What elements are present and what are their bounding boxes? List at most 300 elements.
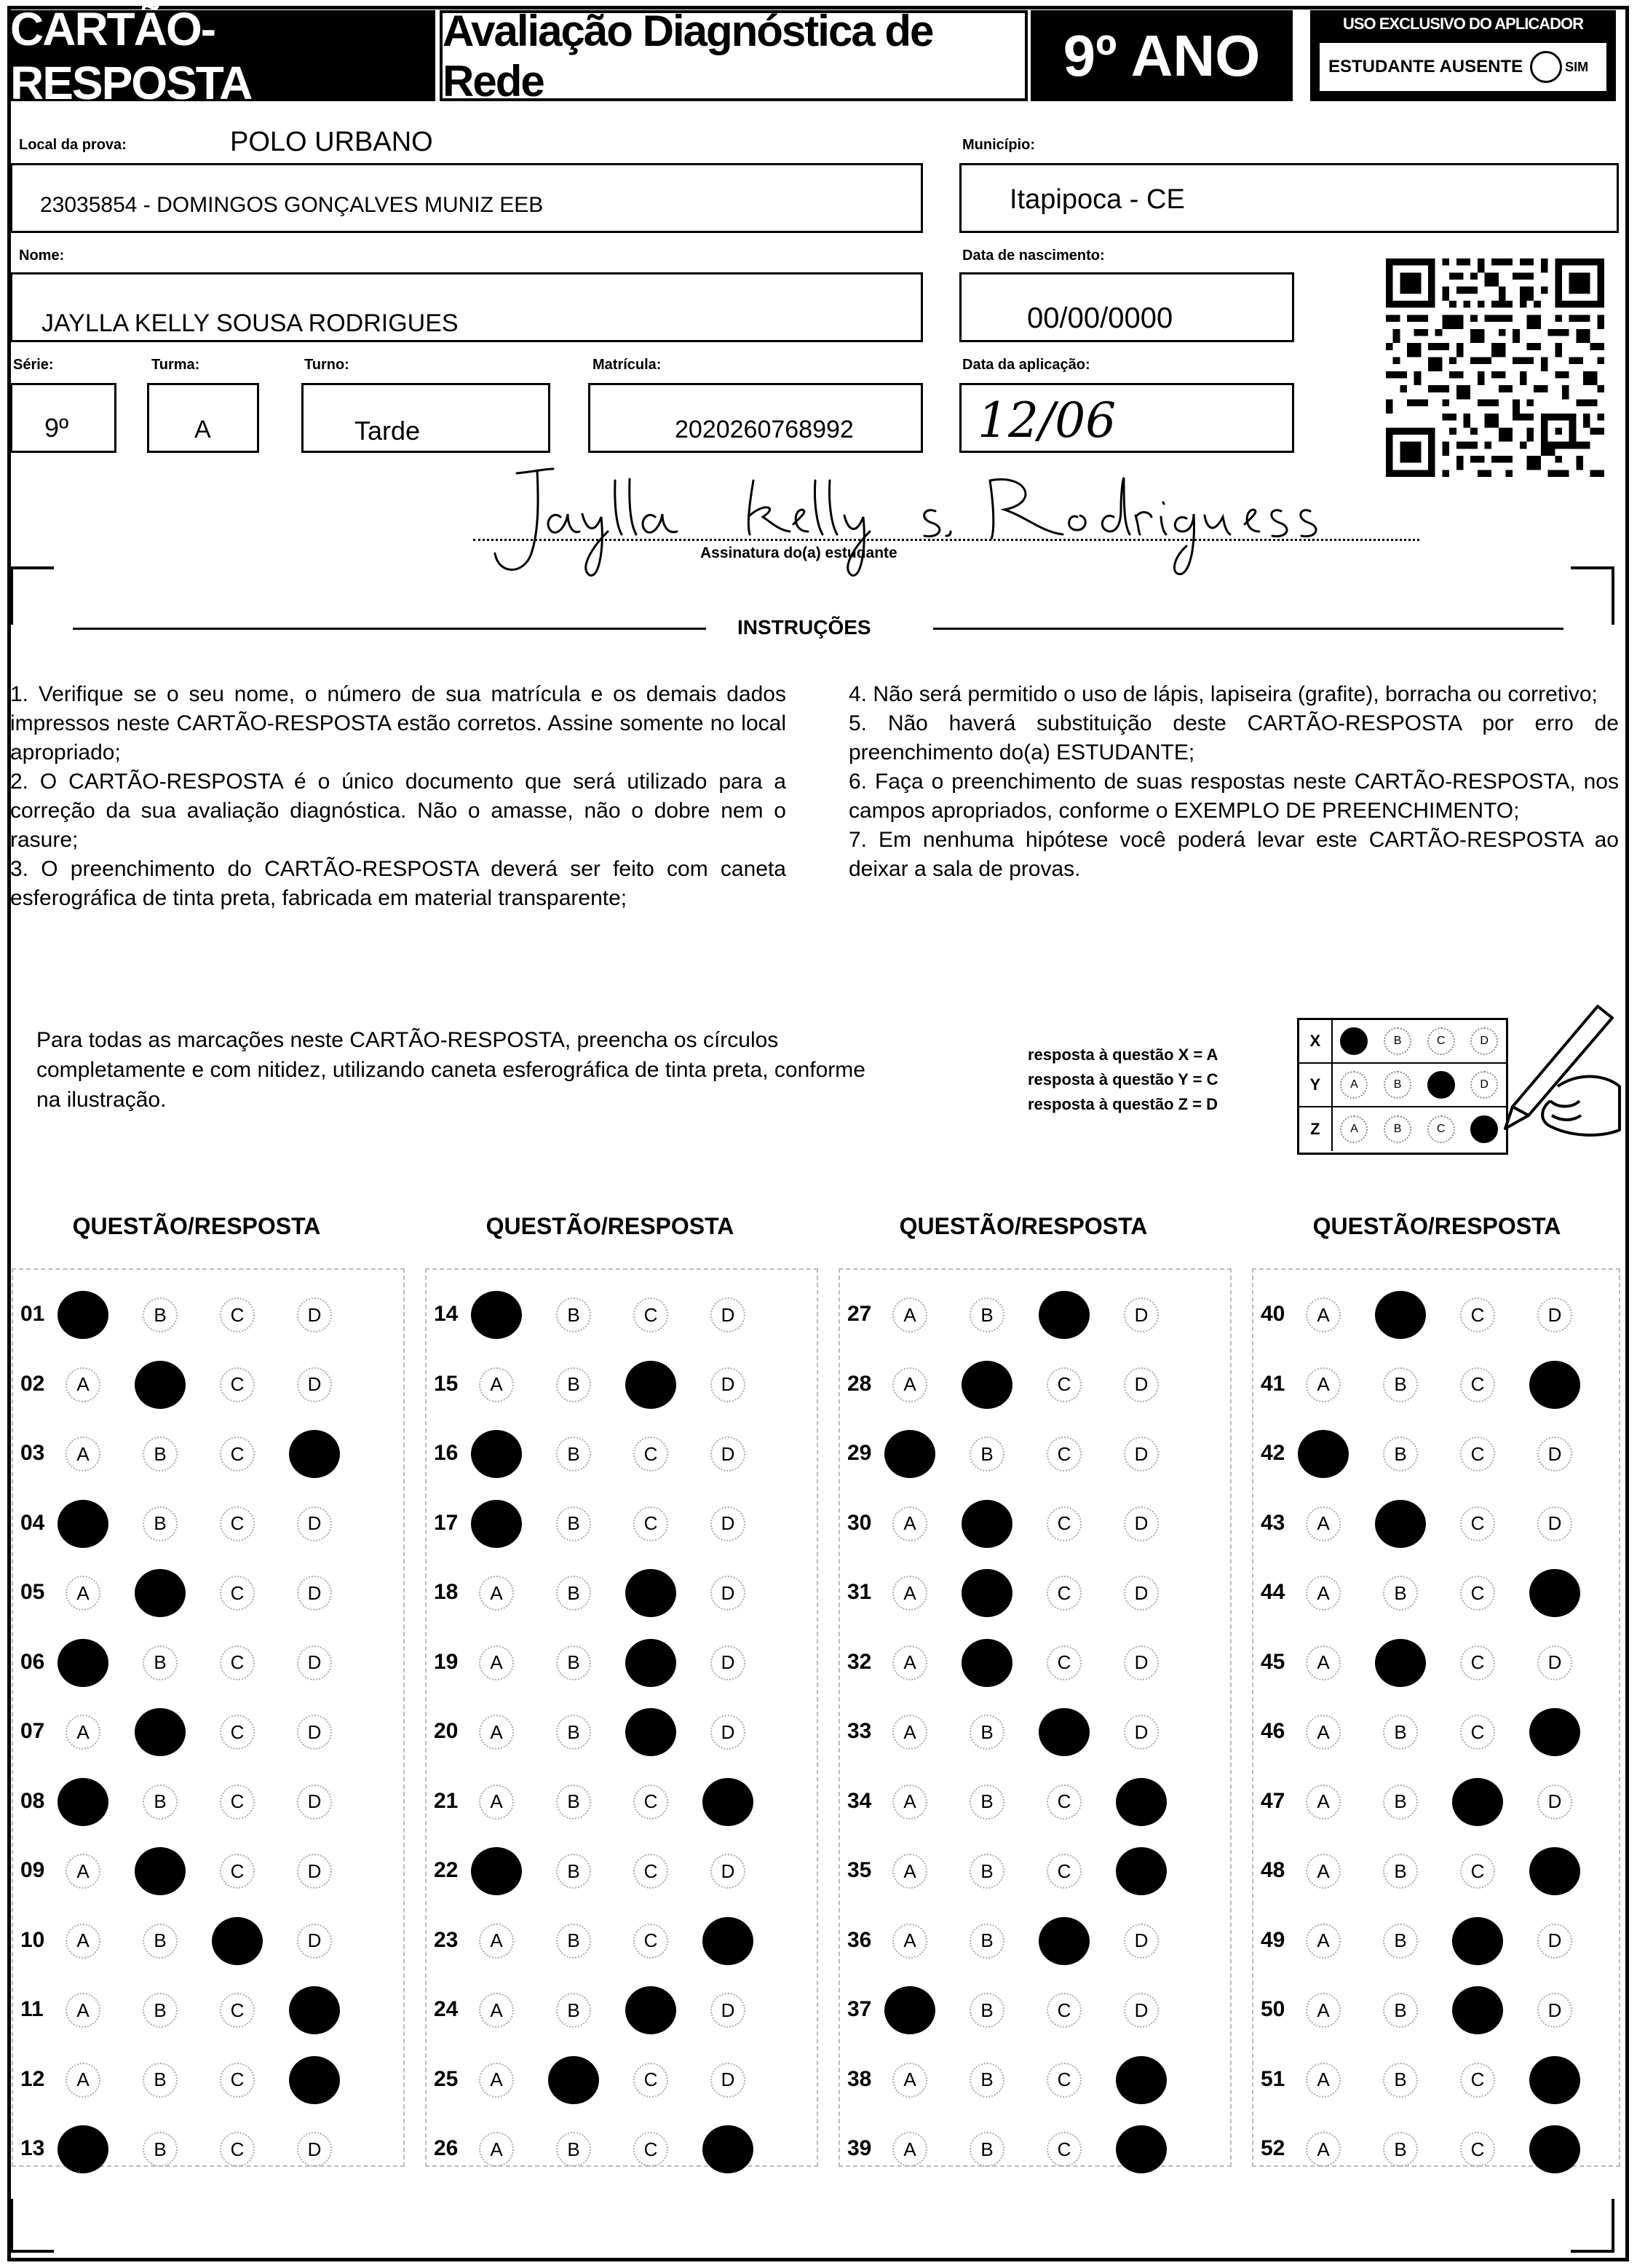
- question-number: 24: [434, 1997, 459, 2021]
- answer-bubble[interactable]: [970, 1297, 1004, 1332]
- answer-bubble[interactable]: [710, 1993, 745, 2028]
- option-letter: B: [980, 2069, 994, 2090]
- answer-bubble[interactable]: [1383, 1437, 1418, 1471]
- answer-bubble[interactable]: [970, 1437, 1004, 1471]
- option-letter: C: [643, 1303, 658, 1326]
- answer-bubble[interactable]: [220, 1645, 255, 1680]
- option-letter: A: [903, 1860, 916, 1882]
- answer-bubble-filled[interactable]: [1529, 2056, 1580, 2104]
- question-row: [840, 1710, 1233, 1754]
- answer-bubble-filled[interactable]: [135, 1569, 186, 1617]
- answer-bubble[interactable]: [1124, 1715, 1159, 1750]
- answer-bubble[interactable]: [892, 1645, 927, 1680]
- question-number: 21: [434, 1788, 459, 1813]
- answer-bubble[interactable]: [143, 1785, 178, 1819]
- answer-bubble[interactable]: [479, 1645, 514, 1680]
- answer-bubble[interactable]: [892, 1297, 927, 1332]
- answer-bubble[interactable]: [892, 1715, 927, 1750]
- nascimento-label: Data de nascimento:: [962, 248, 1105, 264]
- answer-bubble[interactable]: [66, 1924, 100, 1959]
- answer-bubble[interactable]: [1460, 1645, 1495, 1680]
- option-letter: A: [1317, 1999, 1330, 2021]
- applicator-box: [1310, 10, 1616, 101]
- answer-bubble[interactable]: [66, 2063, 100, 2098]
- answer-bubble-filled[interactable]: [471, 1430, 522, 1478]
- option-letter: A: [1317, 1790, 1330, 1812]
- answer-bubble-filled[interactable]: [1529, 1361, 1580, 1409]
- answer-bubble[interactable]: [892, 1576, 927, 1611]
- answer-bubble[interactable]: [220, 1785, 255, 1819]
- option-letter: D: [1547, 1929, 1562, 1951]
- answer-bubble[interactable]: [970, 1715, 1004, 1750]
- answer-bubble-filled[interactable]: [58, 1778, 108, 1826]
- answer-bubble[interactable]: [892, 2063, 927, 2098]
- answer-bubble[interactable]: [970, 1785, 1004, 1819]
- answer-bubble-filled[interactable]: [702, 1917, 753, 1965]
- answer-bubble[interactable]: [970, 1993, 1004, 2028]
- answer-bubble[interactable]: [1460, 1367, 1495, 1402]
- option-letter: C: [643, 1860, 658, 1882]
- answer-bubble-filled[interactable]: [1529, 1708, 1580, 1756]
- answer-bubble[interactable]: [220, 1297, 255, 1332]
- option-letter: D: [307, 1929, 322, 1951]
- answer-bubble[interactable]: [1124, 1367, 1159, 1402]
- question-number: 29: [847, 1441, 872, 1465]
- answer-bubble-filled[interactable]: [58, 1500, 108, 1548]
- answer-bubble[interactable]: [297, 1785, 332, 1819]
- answer-bubble-filled[interactable]: [625, 1569, 676, 1617]
- answer-bubble[interactable]: [479, 1993, 514, 2028]
- serie-label: Série:: [13, 357, 54, 373]
- answer-bubble[interactable]: [892, 1785, 927, 1819]
- answer-bubble[interactable]: [1306, 1924, 1341, 1959]
- answer-bubble[interactable]: [1306, 2063, 1341, 2098]
- question-number: 23: [434, 1927, 459, 1952]
- answer-bubble[interactable]: [1306, 1297, 1341, 1332]
- answer-bubble[interactable]: [220, 1506, 255, 1541]
- example-bubble: D: [1470, 1071, 1498, 1099]
- question-row: [427, 2127, 820, 2171]
- answer-bubble[interactable]: [297, 1506, 332, 1541]
- option-letter: A: [903, 1651, 916, 1673]
- signature-label: Assinatura do(a) estudante: [700, 545, 897, 561]
- answer-bubble[interactable]: [143, 2132, 178, 2167]
- question-row: [13, 1710, 406, 1754]
- answer-bubble[interactable]: [1306, 1576, 1341, 1611]
- answer-bubble[interactable]: [970, 2132, 1004, 2167]
- example-option-cell: [1419, 1115, 1463, 1143]
- answer-bubble[interactable]: [1124, 1506, 1159, 1541]
- answer-bubble-filled[interactable]: [1529, 2125, 1580, 2173]
- answer-bubble[interactable]: [1460, 1437, 1495, 1471]
- option-letter: C: [1057, 1442, 1071, 1465]
- option-letter: B: [1394, 1373, 1407, 1395]
- answer-bubble[interactable]: [633, 1506, 668, 1541]
- answer-bubble[interactable]: [556, 1993, 591, 2028]
- answer-bubble[interactable]: [143, 1506, 178, 1541]
- answer-bubble[interactable]: [1047, 1785, 1082, 1819]
- answer-bubble[interactable]: [710, 1297, 745, 1332]
- answer-bubble[interactable]: [556, 1297, 591, 1332]
- answer-bubble[interactable]: [710, 2063, 745, 2098]
- answer-bubble-filled[interactable]: [962, 1639, 1012, 1687]
- answer-bubble[interactable]: [1537, 1924, 1572, 1959]
- answer-bubble[interactable]: [143, 1297, 178, 1332]
- answer-bubble[interactable]: [892, 1924, 927, 1959]
- answer-bubble[interactable]: [892, 1367, 927, 1402]
- answer-bubble[interactable]: [1383, 1367, 1418, 1402]
- answer-bubble[interactable]: [1306, 1854, 1341, 1889]
- answer-bubble-filled[interactable]: [962, 1500, 1012, 1548]
- answer-bubble[interactable]: [1383, 1854, 1418, 1889]
- answer-bubble[interactable]: [1383, 1715, 1418, 1750]
- answer-bubble-filled[interactable]: [1529, 1569, 1580, 1617]
- answer-bubble[interactable]: [892, 1854, 927, 1889]
- answer-bubble-filled[interactable]: [548, 2056, 599, 2104]
- answer-bubble-filled[interactable]: [625, 1361, 676, 1409]
- question-row: [13, 2127, 406, 2171]
- answer-bubble[interactable]: [1460, 1506, 1495, 1541]
- answer-bubble-filled[interactable]: [1452, 1917, 1503, 1965]
- answer-bubble[interactable]: [1047, 1645, 1082, 1680]
- answer-bubble[interactable]: [220, 1367, 255, 1402]
- question-row: [1253, 1780, 1637, 1824]
- answer-bubble-filled[interactable]: [289, 2056, 340, 2104]
- option-letter: C: [1057, 1790, 1071, 1812]
- answer-bubble[interactable]: [556, 1437, 591, 1471]
- answer-bubble-filled[interactable]: [1298, 1430, 1349, 1478]
- answer-bubble[interactable]: [633, 1437, 668, 1471]
- answer-bubble[interactable]: [479, 1715, 514, 1750]
- answer-bubble-filled[interactable]: [1039, 1291, 1090, 1339]
- answer-bubble[interactable]: [1383, 2063, 1418, 2098]
- answer-bubble-filled[interactable]: [1039, 1708, 1090, 1756]
- answer-bubble[interactable]: [66, 1437, 100, 1471]
- example-label-z: resposta à questão Z = D: [1028, 1095, 1218, 1113]
- option-letter: D: [1547, 1999, 1562, 2021]
- answer-bubble[interactable]: [297, 1297, 332, 1332]
- answer-bubble[interactable]: [1306, 1785, 1341, 1819]
- answer-bubble-filled[interactable]: [625, 1639, 676, 1687]
- option-letter: B: [567, 1860, 580, 1882]
- option-letter: C: [230, 2138, 245, 2160]
- answer-bubble[interactable]: [1460, 1854, 1495, 1889]
- answer-bubble[interactable]: [556, 1785, 591, 1819]
- answer-bubble-filled[interactable]: [1375, 1500, 1426, 1548]
- answer-column-3: [839, 1268, 1232, 2167]
- answer-bubble[interactable]: [220, 1715, 255, 1750]
- option-letter: C: [643, 2138, 658, 2160]
- question-row: [1253, 1363, 1637, 1407]
- answer-bubble[interactable]: [1306, 1715, 1341, 1750]
- question-row: [427, 1502, 820, 1546]
- answer-bubble[interactable]: [1460, 1297, 1495, 1332]
- answer-bubble[interactable]: [1460, 2132, 1495, 2167]
- answer-bubble[interactable]: [220, 1993, 255, 2028]
- answer-bubble-filled[interactable]: [135, 1361, 186, 1409]
- answer-bubble[interactable]: [556, 1506, 591, 1541]
- answer-bubble-filled[interactable]: [884, 1986, 935, 2034]
- answer-bubble[interactable]: [556, 1576, 591, 1611]
- answer-bubble-filled[interactable]: [471, 1847, 522, 1895]
- answer-bubble[interactable]: [297, 1645, 332, 1680]
- option-letter: C: [1470, 1303, 1485, 1326]
- answer-bubble-filled[interactable]: [58, 2125, 108, 2173]
- answer-bubble[interactable]: [970, 1924, 1004, 1959]
- answer-bubble[interactable]: [1460, 1715, 1495, 1750]
- answer-bubble-filled[interactable]: [1375, 1639, 1426, 1687]
- answer-bubble[interactable]: [479, 1576, 514, 1611]
- question-row: [840, 2127, 1233, 2171]
- answer-bubble[interactable]: [143, 1645, 178, 1680]
- option-letter: B: [567, 1790, 580, 1812]
- answer-bubble[interactable]: [710, 1576, 745, 1611]
- example-question-label: X: [1299, 1020, 1333, 1062]
- answer-bubble[interactable]: [1537, 1297, 1572, 1332]
- answer-bubble[interactable]: [143, 2063, 178, 2098]
- answer-bubble[interactable]: [297, 2132, 332, 2167]
- option-letter: A: [1317, 1303, 1330, 1326]
- answer-bubble[interactable]: [220, 1437, 255, 1471]
- question-row: [840, 1363, 1233, 1407]
- answer-bubble[interactable]: [1124, 1576, 1159, 1611]
- option-letter: C: [643, 2069, 658, 2090]
- answer-bubble[interactable]: [970, 1854, 1004, 1889]
- answer-bubble[interactable]: [970, 2063, 1004, 2098]
- answer-bubble[interactable]: [710, 1437, 745, 1471]
- answer-bubble[interactable]: [1047, 2132, 1082, 2167]
- answer-bubble[interactable]: [220, 1576, 255, 1611]
- answer-bubble[interactable]: [1124, 1993, 1159, 2028]
- answer-bubble[interactable]: [297, 1576, 332, 1611]
- answer-bubble[interactable]: [479, 2063, 514, 2098]
- answer-bubble-filled[interactable]: [58, 1639, 108, 1687]
- answer-bubble-filled[interactable]: [289, 1986, 340, 2034]
- answer-bubble[interactable]: [556, 1924, 591, 1959]
- answer-bubble-filled[interactable]: [135, 1708, 186, 1756]
- answer-bubble[interactable]: [556, 1854, 591, 1889]
- option-letter: D: [307, 1860, 322, 1882]
- option-letter: C: [1057, 1512, 1071, 1534]
- answer-bubble[interactable]: [1047, 2063, 1082, 2098]
- answer-bubble-filled[interactable]: [135, 1847, 186, 1895]
- answer-bubble[interactable]: [556, 1367, 591, 1402]
- answer-bubble[interactable]: [1537, 1785, 1572, 1819]
- option-letter: A: [1317, 1929, 1330, 1951]
- answer-bubble[interactable]: [633, 1854, 668, 1889]
- answer-bubble[interactable]: [1047, 1576, 1082, 1611]
- answer-bubble[interactable]: [633, 1297, 668, 1332]
- example-option-cell: [1376, 1115, 1419, 1143]
- option-letter: B: [980, 2138, 994, 2160]
- answer-bubble[interactable]: [892, 2132, 927, 2167]
- nascimento-field: [959, 272, 1294, 342]
- answer-bubble[interactable]: [556, 2132, 591, 2167]
- answer-column-2: [425, 1268, 818, 2167]
- instruction-7: 7. Em nenhuma hipótese você poderá levar este CARTÃO-RESPOSTA ao deixar a sala de provas.: [849, 828, 1619, 881]
- answer-bubble[interactable]: [1047, 1854, 1082, 1889]
- option-letter: B: [1394, 2069, 1407, 2090]
- answer-bubble[interactable]: [1124, 1437, 1159, 1471]
- option-letter: C: [643, 1512, 658, 1534]
- question-row: [1253, 1641, 1637, 1685]
- question-row: [840, 2058, 1233, 2102]
- option-letter: B: [567, 1581, 580, 1604]
- option-letter: B: [154, 1303, 167, 1326]
- answer-bubble[interactable]: [892, 1506, 927, 1541]
- answer-bubble[interactable]: [1383, 1576, 1418, 1611]
- answer-bubble-filled[interactable]: [702, 2125, 753, 2173]
- instruction-3: 3. O preenchimento do CARTÃO-RESPOSTA deverá ser feito com caneta esferográfica de tinta preta, fabricada em material transparente;: [10, 857, 786, 910]
- answer-bubble[interactable]: [220, 2063, 255, 2098]
- answer-bubble[interactable]: [1537, 1993, 1572, 2028]
- answer-bubble-filled[interactable]: [962, 1569, 1012, 1617]
- answer-bubble[interactable]: [297, 1854, 332, 1889]
- answer-bubble[interactable]: [710, 1715, 745, 1750]
- aplicacao-label: Data da aplicação:: [962, 357, 1090, 373]
- answer-bubble-filled[interactable]: [1039, 1917, 1090, 1965]
- option-letter: C: [1470, 1651, 1485, 1673]
- example-bubble: C: [1427, 1115, 1455, 1143]
- answer-bubble[interactable]: [143, 1924, 178, 1959]
- answer-bubble-filled[interactable]: [884, 1430, 935, 1478]
- answer-bubble[interactable]: [1047, 1437, 1082, 1471]
- answer-bubble[interactable]: [1460, 1576, 1495, 1611]
- answer-bubble[interactable]: [1306, 1506, 1341, 1541]
- answer-column-4: [1252, 1268, 1620, 2167]
- matricula-label: Matrícula:: [592, 357, 662, 373]
- answer-bubble[interactable]: [1383, 1924, 1418, 1959]
- answer-bubble[interactable]: [297, 1924, 332, 1959]
- answer-bubble-filled[interactable]: [1116, 2056, 1167, 2104]
- aplicacao-value: 12/06: [978, 392, 1117, 449]
- question-row: [13, 1641, 406, 1685]
- answer-bubble-filled[interactable]: [625, 1986, 676, 2034]
- option-letter: A: [490, 1651, 503, 1673]
- answer-bubble[interactable]: [479, 1785, 514, 1819]
- answer-bubble[interactable]: [1306, 1993, 1341, 2028]
- turma-field: [147, 383, 259, 453]
- question-row: [1253, 1432, 1637, 1476]
- column-header-2: QUESTÃO/RESPOSTA: [485, 1213, 734, 1239]
- answer-bubble-filled[interactable]: [1116, 2125, 1167, 2173]
- answer-bubble[interactable]: [556, 1645, 591, 1680]
- answer-bubble[interactable]: [710, 1645, 745, 1680]
- answer-bubble[interactable]: [1383, 2132, 1418, 2167]
- answer-bubble-filled[interactable]: [58, 1291, 108, 1339]
- answer-bubble[interactable]: [297, 1367, 332, 1402]
- answer-bubble-filled[interactable]: [625, 1708, 676, 1756]
- answer-bubble-filled[interactable]: [1116, 1847, 1167, 1895]
- option-letter: B: [1394, 1720, 1407, 1743]
- option-letter: D: [1134, 1929, 1149, 1951]
- question-number: 33: [847, 1719, 872, 1743]
- answer-bubble-filled[interactable]: [1452, 1778, 1503, 1826]
- absent-checkbox[interactable]: [1530, 51, 1562, 83]
- option-letter: C: [1057, 2069, 1071, 2090]
- answer-bubble[interactable]: [710, 1854, 745, 1889]
- answer-bubble[interactable]: [143, 1993, 178, 2028]
- answer-bubble-filled[interactable]: [1375, 1291, 1426, 1339]
- answer-bubble[interactable]: [220, 2132, 255, 2167]
- answer-bubble[interactable]: [479, 1367, 514, 1402]
- answer-bubble[interactable]: [556, 1715, 591, 1750]
- answer-bubble[interactable]: [1537, 1506, 1572, 1541]
- answer-bubble[interactable]: [633, 1785, 668, 1819]
- answer-bubble[interactable]: [1537, 1437, 1572, 1471]
- option-letter: C: [1470, 2069, 1485, 2090]
- option-letter: B: [154, 1512, 167, 1534]
- answer-bubble[interactable]: [297, 1715, 332, 1750]
- answer-bubble[interactable]: [1537, 1645, 1572, 1680]
- example-label-y: resposta à questão Y = C: [1028, 1070, 1218, 1088]
- answer-bubble[interactable]: [1460, 2063, 1495, 2098]
- answer-bubble[interactable]: [1124, 1645, 1159, 1680]
- question-row: [840, 1849, 1233, 1893]
- question-number: 38: [847, 2066, 872, 2091]
- answer-bubble[interactable]: [479, 1924, 514, 1959]
- option-letter: A: [1317, 1581, 1330, 1604]
- answer-bubble[interactable]: [66, 1854, 100, 1889]
- answer-bubble-filled[interactable]: [962, 1361, 1012, 1409]
- option-letter: D: [1547, 1303, 1562, 1326]
- answer-bubble[interactable]: [1306, 1645, 1341, 1680]
- answer-bubble[interactable]: [1124, 1924, 1159, 1959]
- question-row: [1253, 2127, 1637, 2171]
- answer-bubble-filled[interactable]: [1452, 1986, 1503, 2034]
- answer-bubble-filled[interactable]: [289, 1430, 340, 1478]
- answer-bubble[interactable]: [143, 1437, 178, 1471]
- answer-bubble[interactable]: [710, 1367, 745, 1402]
- answer-bubble[interactable]: [633, 2132, 668, 2167]
- answer-bubble[interactable]: [1047, 1506, 1082, 1541]
- question-row: [1253, 1571, 1637, 1615]
- answer-bubble-filled[interactable]: [471, 1291, 522, 1339]
- answer-bubble[interactable]: [220, 1854, 255, 1889]
- answer-bubble[interactable]: [1383, 1785, 1418, 1819]
- option-letter: B: [980, 1303, 994, 1326]
- answer-bubble-filled[interactable]: [1529, 1847, 1580, 1895]
- answer-bubble[interactable]: [633, 2063, 668, 2098]
- example-bubble: C: [1427, 1027, 1455, 1055]
- school-value: 23035854 - DOMINGOS GONÇALVES MUNIZ EEB: [40, 193, 544, 217]
- answer-bubble[interactable]: [1306, 1367, 1341, 1402]
- answer-bubble[interactable]: [1047, 1367, 1082, 1402]
- answer-bubble[interactable]: [1306, 2132, 1341, 2167]
- option-letter: C: [1470, 1720, 1485, 1743]
- question-row: [13, 1919, 406, 1963]
- answer-bubble-filled[interactable]: [1116, 1778, 1167, 1826]
- answer-bubble[interactable]: [1124, 1297, 1159, 1332]
- option-letter: A: [903, 1790, 916, 1812]
- answer-bubble-filled[interactable]: [212, 1917, 263, 1965]
- answer-bubble-filled[interactable]: [702, 1778, 753, 1826]
- answer-bubble[interactable]: [1383, 1993, 1418, 2028]
- answer-bubble[interactable]: [633, 1924, 668, 1959]
- bracket-top-right: [1571, 566, 1614, 625]
- answer-bubble[interactable]: [66, 1576, 100, 1611]
- answer-bubble[interactable]: [66, 1715, 100, 1750]
- answer-bubble[interactable]: [479, 2132, 514, 2167]
- answer-bubble[interactable]: [1047, 1993, 1082, 2028]
- answer-bubble[interactable]: [710, 1506, 745, 1541]
- answer-bubble[interactable]: [66, 1367, 100, 1402]
- question-row: [427, 1432, 820, 1476]
- question-row: [1253, 1988, 1637, 2032]
- answer-bubble-filled[interactable]: [471, 1500, 522, 1548]
- answer-bubble[interactable]: [66, 1993, 100, 2028]
- option-letter: B: [567, 2138, 580, 2160]
